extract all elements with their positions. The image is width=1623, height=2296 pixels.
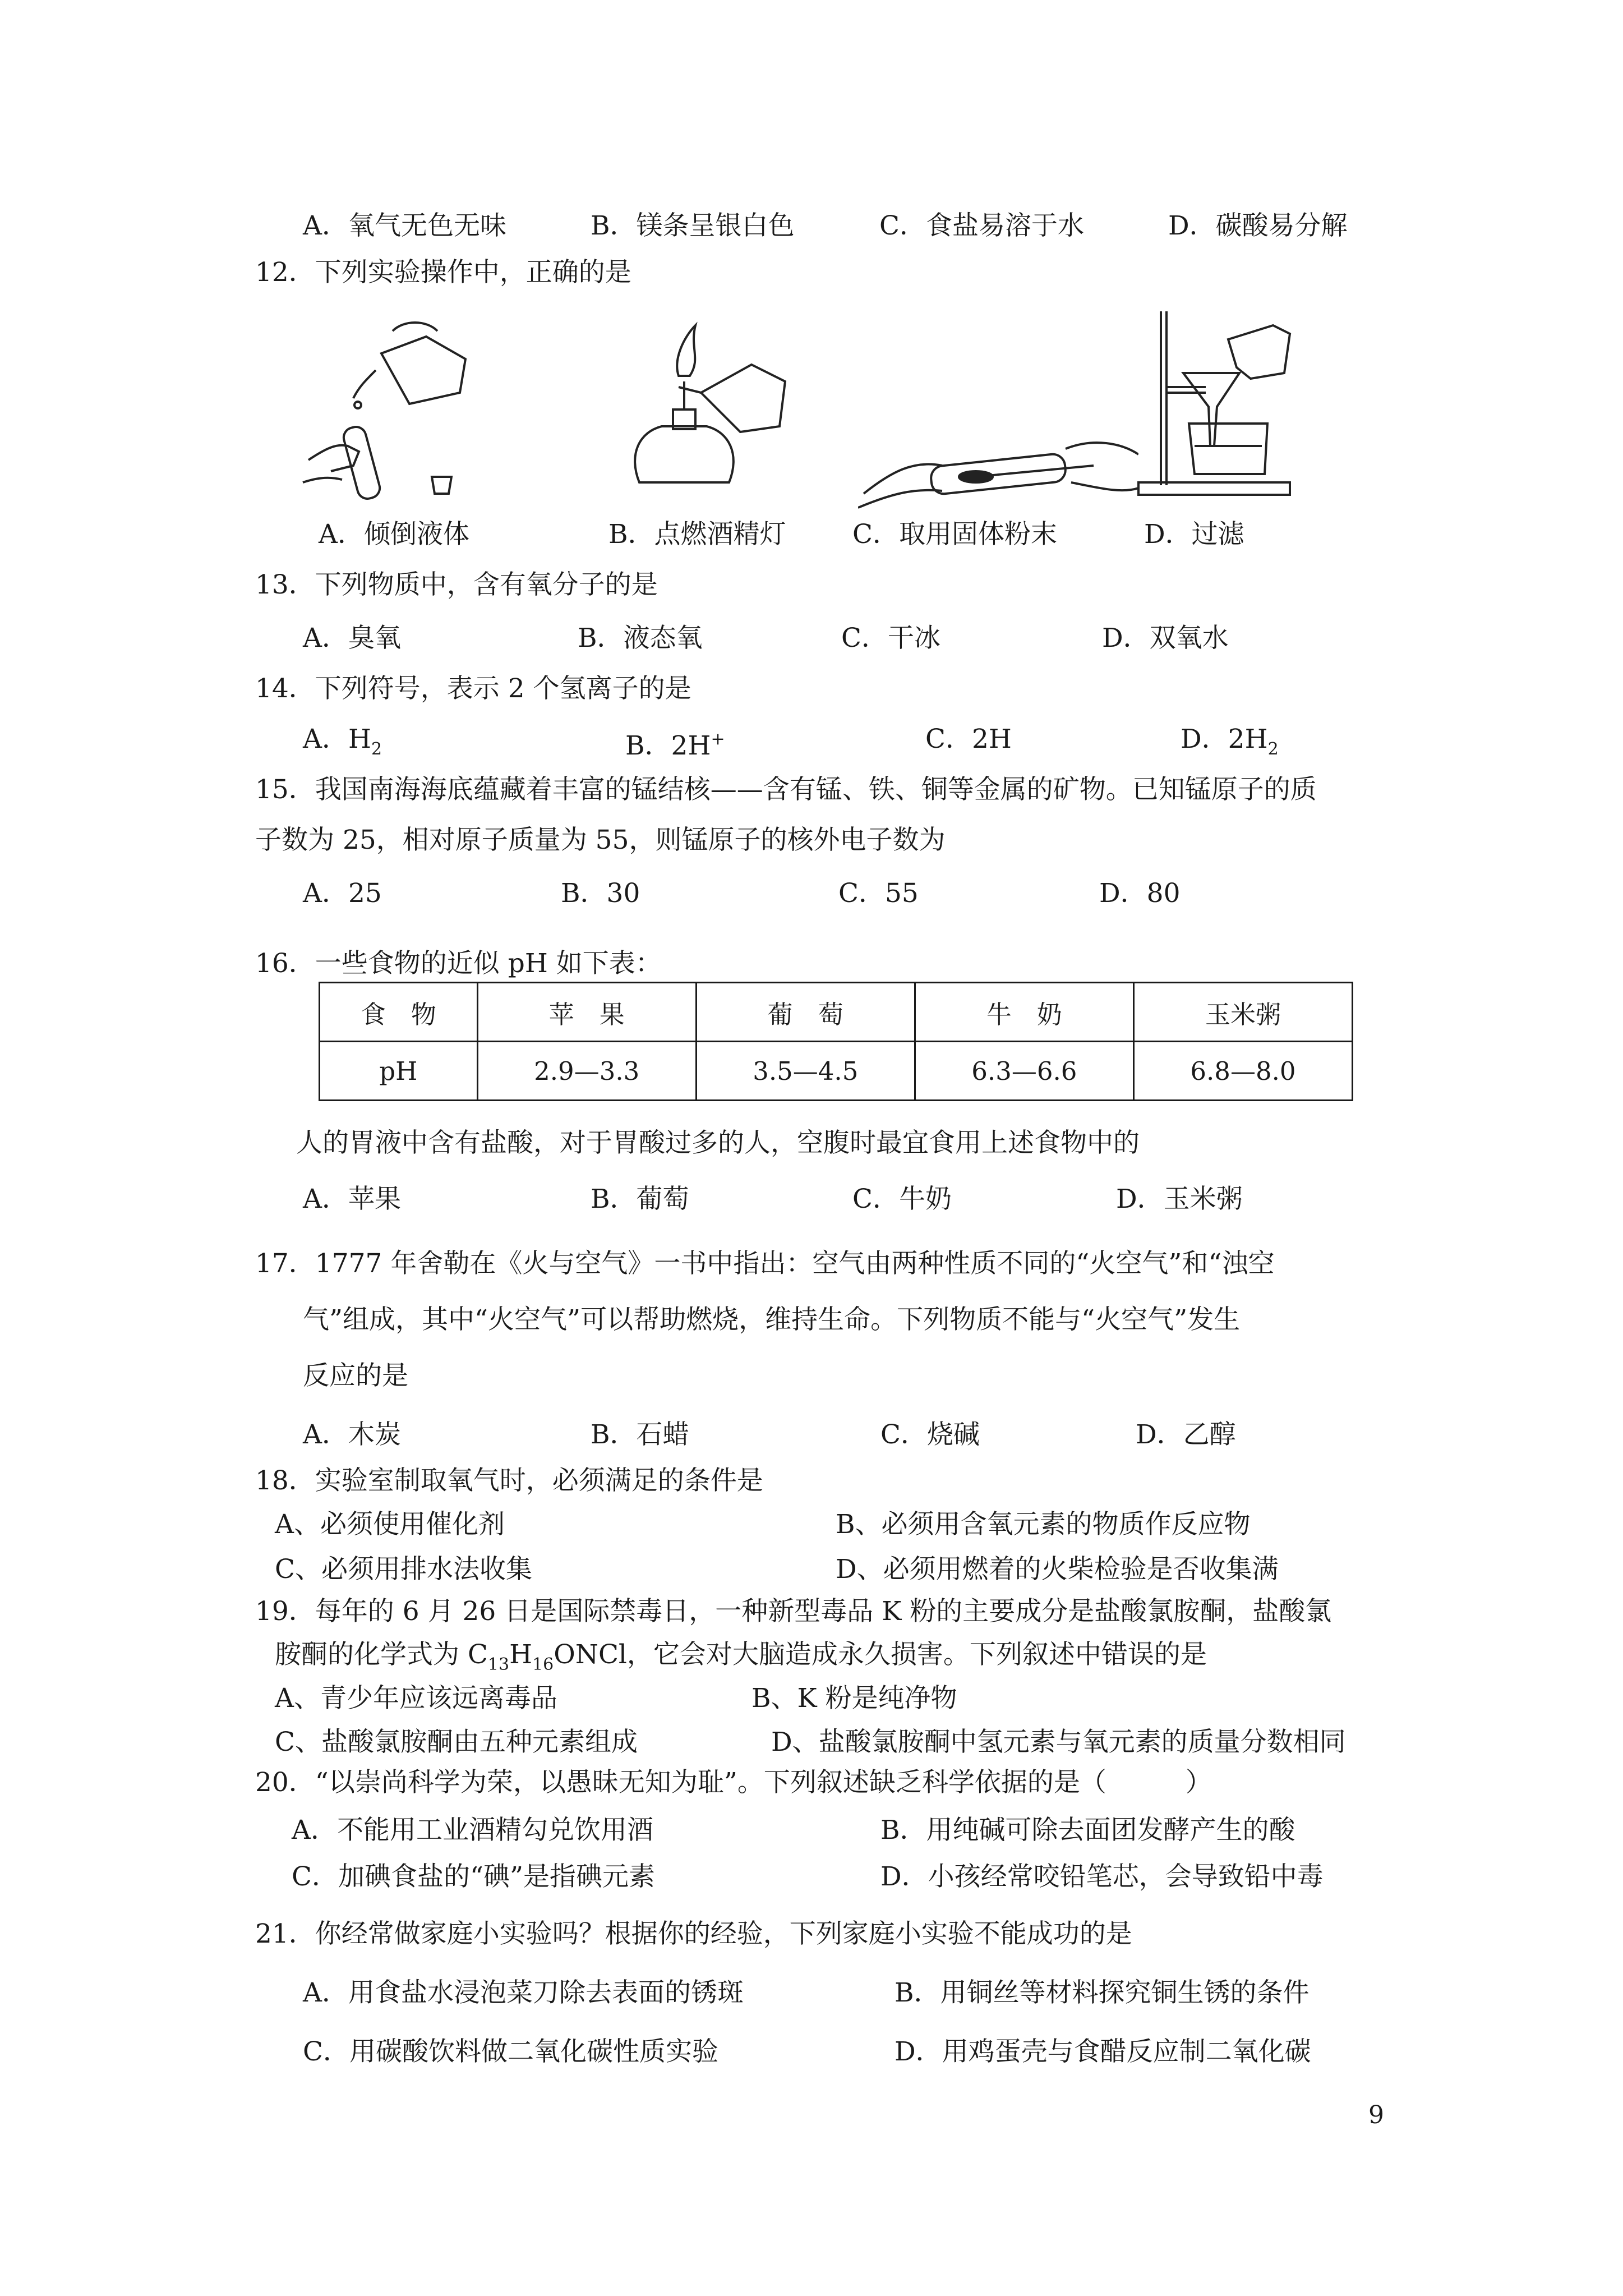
- figure-lighting-alcohol-lamp: [617, 314, 796, 499]
- q12-option-b: B．点燃酒精灯: [608, 519, 786, 550]
- q21-option-b: B．用铜丝等材料探究铜生锈的条件: [895, 1977, 1310, 2008]
- q17-option-d: D．乙醇: [1136, 1419, 1236, 1450]
- ph-table-cell: 6.3—6.6: [915, 1042, 1133, 1101]
- q19-option-a: A、青少年应该远离毒品: [275, 1683, 557, 1714]
- q19-line-1: 19．每年的 6 月 26 日是国际禁毒日，一种新型毒品 K 粉的主要成分是盐酸氯胺酮，盐酸氯: [255, 1596, 1332, 1627]
- q14-option-b: B．2H+: [625, 729, 725, 761]
- q15-option-d: D．80: [1099, 878, 1181, 909]
- q16-stem: 16．一些食物的近似 pH 如下表：: [255, 948, 662, 979]
- figure-filtration: [1116, 306, 1301, 496]
- q17-line-1: 17．1777 年舍勒在《火与空气》一书中指出：空气由两种性质不同的“火空气”和“浊空: [255, 1248, 1275, 1279]
- figure-pouring-liquid: [297, 320, 482, 510]
- q18-option-d: D、必须用燃着的火柴检验是否收集满: [836, 1554, 1279, 1585]
- q20-option-b: B．用纯碱可除去面团发酵产生的酸: [880, 1815, 1295, 1846]
- q13-option-d: D．双氧水: [1102, 623, 1229, 654]
- q12-option-d: D．过滤: [1144, 519, 1244, 550]
- q14-option-a: A．$H_2$: [303, 724, 382, 759]
- q16-line: 人的胃液中含有盐酸，对于胃酸过多的人，空腹时最宜食用上述食物中的: [296, 1128, 1140, 1158]
- q21-option-a: A．用食盐水浸泡菜刀除去表面的锈斑: [303, 1977, 744, 2008]
- ph-table-cell: 6.8—8.0: [1133, 1042, 1352, 1101]
- q17-option-a: A．木炭: [303, 1419, 401, 1450]
- figure-taking-solid-powder: [858, 426, 1138, 516]
- ph-table-value-row: [320, 1042, 1353, 1101]
- q11-option-a: A．氧气无色无味: [303, 210, 506, 241]
- q18-stem: 18．实验室制取氧气时，必须满足的条件是: [255, 1465, 763, 1496]
- q19-line-2: 胺酮的化学式为 $C_{13}H_{16}ONCl$，它会对大脑造成永久损害。下列叙述中错误的是: [275, 1639, 1207, 1674]
- q18-option-c: C、必须用排水法收集: [275, 1554, 532, 1585]
- ph-table-header-cell: 食 物: [320, 983, 478, 1042]
- page-number: 9: [1368, 2101, 1384, 2129]
- q18-option-a: A、必须使用催化剂: [275, 1509, 505, 1540]
- ph-table-header-row: [320, 983, 1353, 1042]
- q12-option-c: C．取用固体粉末: [852, 519, 1057, 550]
- q11-option-d: D．碳酸易分解: [1168, 210, 1348, 241]
- q14-stem: 14．下列符号，表示 2 个氢离子的是: [255, 673, 691, 704]
- q11-option-b: B．镁条呈银白色: [591, 210, 795, 241]
- ph-table-header-cell: 玉米粥: [1133, 983, 1352, 1042]
- q16-option-c: C．牛奶: [852, 1184, 952, 1214]
- ph-table-cell: 3.5—4.5: [696, 1042, 915, 1101]
- q13-option-b: B．液态氧: [578, 623, 703, 654]
- q11-option-c: C．食盐易溶于水: [879, 210, 1084, 241]
- q19-option-b: B、K 粉是纯净物: [751, 1683, 957, 1714]
- q20-stem: 20．“以崇尚科学为荣，以愚昧无知为耻”。下列叙述缺乏科学依据的是（ ）: [255, 1767, 1212, 1798]
- ph-table-cell: 2.9—3.3: [477, 1042, 696, 1101]
- ph-table-cell: pH: [320, 1042, 478, 1101]
- q21-stem: 21．你经常做家庭小实验吗？根据你的经验，下列家庭小实验不能成功的是: [255, 1918, 1132, 1949]
- q15-line-2: 子数为 25，相对原子质量为 55，则锰原子的核外电子数为: [255, 825, 946, 855]
- q13-stem: 13．下列物质中，含有氧分子的是: [255, 569, 658, 600]
- q14-option-c: C．2H: [925, 724, 1012, 754]
- q14-option-d: D．$2H_2$: [1181, 724, 1279, 759]
- q15-line-1: 15．我国南海海底蕴藏着丰富的锰结核——含有锰、铁、铜等金属的矿物。已知锰原子的质: [255, 774, 1317, 805]
- q12-option-a: A．倾倒液体: [319, 519, 469, 550]
- q19-option-c: C、盐酸氯胺酮由五种元素组成: [275, 1727, 638, 1757]
- ph-table-header-cell: 苹 果: [477, 983, 696, 1042]
- q20-option-d: D．小孩经常咬铅笔芯，会导致铅中毒: [880, 1861, 1324, 1892]
- ph-table: [319, 982, 1353, 1101]
- q16-option-a: A．苹果: [303, 1184, 401, 1214]
- q15-option-b: B．30: [561, 878, 640, 909]
- q13-option-c: C．干冰: [841, 623, 940, 654]
- q15-option-a: A．25: [303, 878, 382, 909]
- ph-table-header-cell: 葡 萄: [696, 983, 915, 1042]
- q15-option-c: C．55: [838, 878, 919, 909]
- q17-option-c: C．烧碱: [880, 1419, 980, 1450]
- ph-table-header-cell: 牛 奶: [915, 983, 1133, 1042]
- q18-option-b: B、必须用含氧元素的物质作反应物: [836, 1509, 1251, 1540]
- q19-option-d: D、盐酸氯胺酮中氢元素与氧元素的质量分数相同: [771, 1727, 1346, 1757]
- q21-option-c: C．用碳酸饮料做二氧化碳性质实验: [303, 2036, 718, 2067]
- q12-stem: 12．下列实验操作中，正确的是: [255, 257, 631, 288]
- q20-option-c: C．加碘食盐的“碘”是指碘元素: [292, 1861, 656, 1892]
- q16-option-d: D．玉米粥: [1116, 1184, 1243, 1214]
- q21-option-d: D．用鸡蛋壳与食醋反应制二氧化碳: [895, 2036, 1311, 2067]
- q17-line-3: 反应的是: [303, 1360, 408, 1391]
- q17-option-b: B．石蜡: [591, 1419, 689, 1450]
- q17-line-2: 气”组成，其中“火空气”可以帮助燃烧，维持生命。下列物质不能与“火空气”发生: [303, 1304, 1241, 1335]
- q13-option-a: A．臭氧: [303, 623, 401, 654]
- q16-option-b: B．葡萄: [591, 1184, 689, 1214]
- q20-option-a: A．不能用工业酒精勾兑饮用酒: [292, 1815, 653, 1846]
